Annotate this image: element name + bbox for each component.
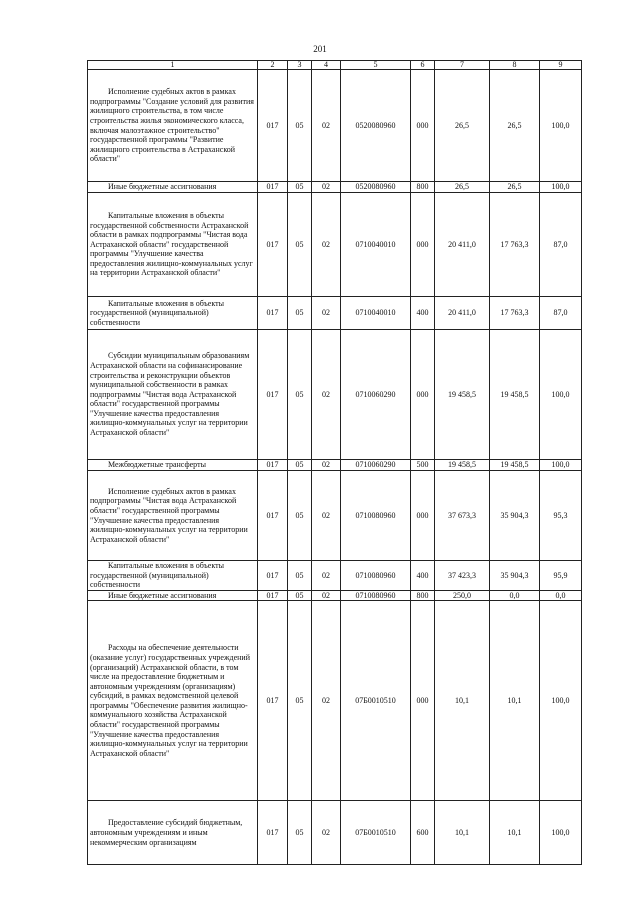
row-cell-c7: 250,0 [435,590,490,601]
header-cell: 5 [341,61,411,70]
row-description-cell [88,590,258,601]
row-cell-c6: 000 [411,601,435,801]
row-description: Капитальные вложения в объекты государственной (муниципальной) собственности [90,561,224,590]
row-cell-c3: 05 [288,601,312,801]
row-cell-c7: 37 673,3 [435,471,490,561]
row-cell-c4: 02 [312,801,341,865]
row-description: Исполнение судебных актов в рамках подпрограммы "Чистая вода Астраханской области" государственной программы "Улучшение качества предоставления жилищно-коммунальных услуг на территории Астраханской области" [90,486,248,544]
row-cell-c3: 05 [288,193,312,297]
row-description-cell [88,801,258,865]
row-cell-c5: 0710040010 [341,297,411,330]
row-cell-c2: 017 [258,460,288,471]
row-cell-c7: 19 458,5 [435,330,490,460]
table-row [88,330,582,460]
row-cell-c7: 20 411,0 [435,193,490,297]
row-cell-c5: 0710080960 [341,590,411,601]
row-cell-c4: 02 [312,193,341,297]
row-cell-c5: 07Б0010510 [341,801,411,865]
row-cell-c5: 0710080960 [341,561,411,591]
row-cell-c6: 800 [411,590,435,601]
row-cell-c3: 05 [288,330,312,460]
row-cell-c4: 02 [312,561,341,591]
table-row [88,297,582,330]
row-description-cell [88,601,258,801]
header-cell: 2 [258,61,288,70]
row-cell-c4: 02 [312,70,341,182]
table-row [88,460,582,471]
row-cell-c9: 87,0 [540,193,582,297]
row-cell-c8: 35 904,3 [490,561,540,591]
row-description: Исполнение судебных актов в рамках подпрограммы "Создание условий для развития жилищного строительства, в том числе строительства жилья экономического класса, включая малоэтажное строительство" государственной программы "Развитие жилищного строительства в Астраханской области" [90,87,254,164]
row-cell-c5: 0710080960 [341,471,411,561]
row-cell-c7: 10,1 [435,801,490,865]
row-cell-c8: 0,0 [490,590,540,601]
page-number: 201 [313,44,327,54]
row-cell-c8: 35 904,3 [490,471,540,561]
row-cell-c6: 600 [411,801,435,865]
row-cell-c4: 02 [312,182,341,193]
row-description: Предоставление субсидий бюджетным, автономным учреждениям и иным некоммерческим организациям [90,818,243,847]
row-description: Иные бюджетные ассигнования [108,182,217,192]
header-cell: 9 [540,61,582,70]
row-cell-c2: 017 [258,297,288,330]
row-cell-c9: 100,0 [540,182,582,193]
row-description-cell [88,193,258,297]
row-description: Капитальные вложения в объекты государственной собственности Астраханской области в рамках подпрограммы "Чистая вода Астраханской области" государственной программы "Улучшение качества предоставления жилищно-коммунальных услуг на территории Астраханской области" [90,210,253,278]
header-cell: 1 [88,61,258,70]
table-row [88,601,582,801]
row-cell-c5: 0710060290 [341,460,411,471]
row-cell-c9: 100,0 [540,460,582,471]
header-cell: 3 [288,61,312,70]
row-cell-c9: 87,0 [540,297,582,330]
row-cell-c3: 05 [288,801,312,865]
row-cell-c8: 26,5 [490,70,540,182]
row-cell-c3: 05 [288,182,312,193]
row-cell-c6: 000 [411,193,435,297]
row-cell-c2: 017 [258,601,288,801]
header-cell: 4 [312,61,341,70]
row-cell-c9: 100,0 [540,801,582,865]
row-cell-c6: 000 [411,330,435,460]
row-cell-c9: 100,0 [540,330,582,460]
row-description-cell [88,460,258,471]
row-cell-c6: 000 [411,471,435,561]
table-row [88,590,582,601]
row-cell-c8: 10,1 [490,601,540,801]
table-row [88,70,582,182]
row-cell-c9: 0,0 [540,590,582,601]
row-cell-c4: 02 [312,297,341,330]
budget-table [87,60,582,865]
row-cell-c9: 100,0 [540,70,582,182]
row-cell-c6: 400 [411,561,435,591]
row-description: Межбюджетные трансферты [108,460,206,470]
row-description-cell [88,471,258,561]
row-description-cell [88,330,258,460]
table-row [88,182,582,193]
row-cell-c5: 0710040010 [341,193,411,297]
row-cell-c5: 0520080960 [341,182,411,193]
row-cell-c9: 95,3 [540,471,582,561]
row-cell-c4: 02 [312,601,341,801]
row-description: Капитальные вложения в объекты государственной (муниципальной) собственности [90,298,224,327]
row-cell-c8: 17 763,3 [490,193,540,297]
row-cell-c6: 800 [411,182,435,193]
row-cell-c7: 19 458,5 [435,460,490,471]
budget-table-container [87,60,581,865]
table-row [88,471,582,561]
row-description-cell [88,182,258,193]
row-cell-c7: 37 423,3 [435,561,490,591]
row-cell-c8: 19 458,5 [490,460,540,471]
row-description-cell [88,70,258,182]
row-cell-c8: 26,5 [490,182,540,193]
row-cell-c2: 017 [258,471,288,561]
row-cell-c3: 05 [288,590,312,601]
row-cell-c3: 05 [288,561,312,591]
row-cell-c9: 95,9 [540,561,582,591]
row-cell-c9: 100,0 [540,601,582,801]
row-cell-c4: 02 [312,460,341,471]
row-cell-c6: 000 [411,70,435,182]
row-cell-c2: 017 [258,561,288,591]
row-cell-c3: 05 [288,471,312,561]
row-cell-c4: 02 [312,330,341,460]
row-cell-c2: 017 [258,70,288,182]
row-cell-c8: 17 763,3 [490,297,540,330]
row-cell-c2: 017 [258,801,288,865]
row-cell-c3: 05 [288,70,312,182]
row-cell-c7: 26,5 [435,182,490,193]
row-cell-c7: 10,1 [435,601,490,801]
header-cell: 8 [490,61,540,70]
table-header-row [88,61,582,70]
row-cell-c2: 017 [258,330,288,460]
table-row [88,801,582,865]
row-cell-c2: 017 [258,590,288,601]
row-description-cell [88,561,258,591]
row-cell-c4: 02 [312,471,341,561]
row-cell-c6: 400 [411,297,435,330]
row-cell-c6: 500 [411,460,435,471]
row-cell-c3: 05 [288,460,312,471]
table-row [88,561,582,591]
row-cell-c7: 26,5 [435,70,490,182]
row-description: Субсидии муниципальным образованиям Астраханской области на софинансирование строительства и реконструкции объектов муниципальной собственности в рамках подпрограммы "Чистая вода Астраханской области" государственной программы "Улучшение качества предоставления жилищно-коммунальных услуг на территории Астраханской области" [90,351,250,438]
row-cell-c5: 0520080960 [341,70,411,182]
table-row [88,193,582,297]
row-cell-c5: 0710060290 [341,330,411,460]
row-cell-c8: 19 458,5 [490,330,540,460]
row-description: Иные бюджетные ассигнования [108,590,217,600]
header-cell: 7 [435,61,490,70]
row-cell-c2: 017 [258,182,288,193]
row-cell-c8: 10,1 [490,801,540,865]
row-cell-c3: 05 [288,297,312,330]
header-cell: 6 [411,61,435,70]
row-description: Расходы на обеспечение деятельности (оказание услуг) государственных учреждений (организаций) Астраханской области, в том числе на предоставление бюджетным и автономным учреждениям (организациям) субсидий, в рамках ведомственной целевой программы "Обеспечение развития жилищно-коммунального хозяйства Астраханской области" государственной программы "Улучшение качества предоставления жилищно-коммунальных услуг на территории Астраханской области" [90,643,250,758]
row-description-cell [88,297,258,330]
row-cell-c2: 017 [258,193,288,297]
row-cell-c5: 07Б0010510 [341,601,411,801]
row-cell-c4: 02 [312,590,341,601]
row-cell-c7: 20 411,0 [435,297,490,330]
